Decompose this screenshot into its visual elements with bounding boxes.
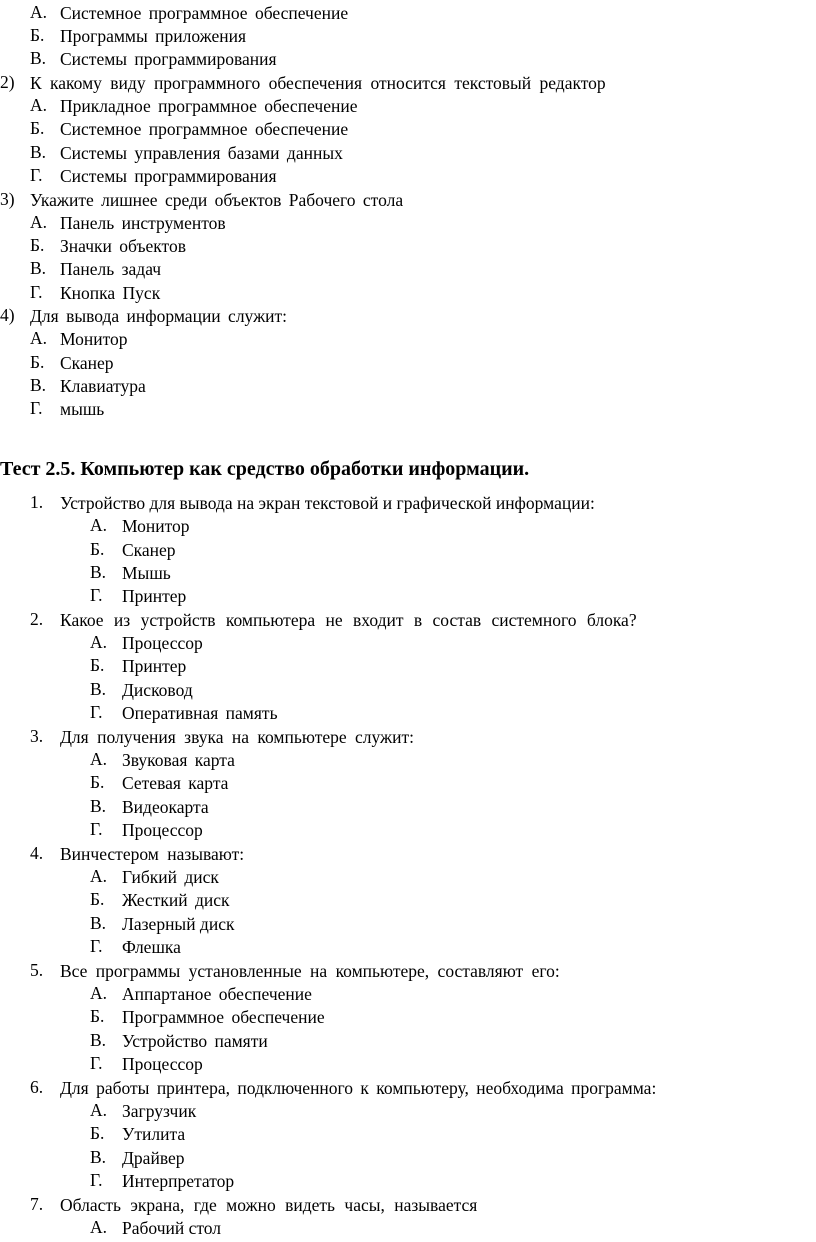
option-letter: В. (30, 375, 47, 395)
option-letter: Б. (90, 772, 105, 792)
option-text: Лазерный диск (122, 914, 235, 934)
option-letter: Б. (30, 235, 45, 255)
option-letter: Г. (90, 702, 103, 722)
option-letter: В. (90, 679, 107, 699)
option-letter: А. (30, 328, 48, 348)
question-text: Винчестером называют: (60, 844, 245, 864)
option-text: Звуковая карта (122, 750, 235, 770)
question-text: Для получения звука на компьютере служит: (60, 727, 414, 747)
question-number: 4. (30, 843, 44, 863)
option-letter: Б. (90, 1123, 105, 1143)
option-letter: А. (90, 1100, 108, 1120)
question-text: Для вывода информации служит: (30, 306, 288, 326)
option-letter: А. (90, 515, 108, 535)
option-letter: Г. (30, 165, 43, 185)
option-letter: Б. (90, 539, 105, 559)
option-letter: В. (90, 1147, 107, 1167)
option-text: Принтер (122, 586, 187, 606)
question-text: Все программы установленные на компьютере, составляют его: (60, 961, 560, 981)
option-text: Программы приложения (60, 26, 247, 46)
option-text: Устройство памяти (122, 1031, 268, 1051)
option-letter: Б. (90, 889, 105, 909)
option-letter: В. (90, 1030, 107, 1050)
option-text: Монитор (60, 329, 128, 349)
option-text: Драйвер (122, 1148, 185, 1168)
option-text: Процессор (122, 820, 203, 840)
option-text: Загрузчик (122, 1101, 197, 1121)
question-number: 5. (30, 960, 44, 980)
option-letter: Г. (90, 819, 103, 839)
option-text: Системы управления базами данных (60, 143, 343, 163)
option-letter: Г. (90, 936, 103, 956)
option-text: Принтер (122, 656, 187, 676)
question-number: 2. (30, 609, 44, 629)
section-title: Тест 2.5. Компьютер как средство обработки информации. (0, 458, 530, 480)
option-letter: В. (30, 48, 47, 68)
option-text: Монитор (122, 516, 190, 536)
option-text: Сканер (122, 540, 176, 560)
option-letter: Б. (30, 352, 45, 372)
question-number: 7. (30, 1194, 44, 1214)
option-text: Гибкий диск (122, 867, 219, 887)
option-text: Процессор (122, 633, 203, 653)
option-letter: Б. (30, 25, 45, 45)
option-text: Процессор (122, 1054, 203, 1074)
option-letter: Г. (90, 585, 103, 605)
question-number: 6. (30, 1077, 44, 1097)
option-letter: А. (30, 2, 48, 22)
question-text: К какому виду программного обеспечения относится текстовый редактор (30, 73, 606, 93)
option-letter: А. (90, 632, 108, 652)
option-text: Оперативная память (122, 703, 278, 723)
option-text: Системы программирования (60, 166, 277, 186)
option-text: Программное обеспечение (122, 1007, 325, 1027)
option-text: Жесткий диск (122, 890, 230, 910)
option-letter: Г. (30, 282, 43, 302)
option-text: Рабочий стол (122, 1218, 222, 1238)
option-text: Системы программирования (60, 49, 277, 69)
option-letter: В. (90, 913, 107, 933)
question-number: 1. (30, 492, 44, 512)
question-number: 3. (30, 726, 44, 746)
option-text: Панель задач (60, 259, 162, 279)
option-text: Значки объектов (60, 236, 186, 256)
option-text: Аппартаное обеспечение (122, 984, 312, 1004)
option-text: Видеокарта (122, 797, 209, 817)
option-letter: А. (90, 1217, 108, 1237)
option-text: Дисковод (122, 680, 193, 700)
option-text: Интерпретатор (122, 1171, 235, 1191)
option-letter: В. (30, 258, 47, 278)
option-text: Сканер (60, 353, 114, 373)
option-letter: Г. (90, 1053, 103, 1073)
option-text: Сетевая карта (122, 773, 229, 793)
option-letter: Г. (30, 398, 43, 418)
option-letter: А. (90, 983, 108, 1003)
option-letter: Б. (30, 118, 45, 138)
option-text: Клавиатура (60, 376, 146, 396)
option-letter: Б. (90, 655, 105, 675)
option-letter: А. (90, 749, 108, 769)
option-text: Системное программное обеспечение (60, 3, 349, 23)
option-letter: В. (30, 142, 47, 162)
option-text: Кнопка Пуск (60, 283, 161, 303)
question-number: 3) (0, 189, 15, 209)
option-letter: А. (30, 95, 48, 115)
option-letter: А. (30, 212, 48, 232)
option-letter: Б. (90, 1006, 105, 1026)
option-text: Мышь (122, 563, 171, 583)
question-text: Укажите лишнее среди объектов Рабочего стола (30, 190, 404, 210)
question-text: Область экрана, где можно видеть часы, называется (60, 1195, 478, 1215)
question-number: 4) (0, 305, 15, 325)
option-text: Панель инструментов (60, 213, 226, 233)
option-letter: В. (90, 796, 107, 816)
option-text: Утилита (122, 1124, 186, 1144)
question-text: Устройство для вывода на экран текстовой и графической информации: (60, 493, 595, 513)
option-text: Флешка (122, 937, 181, 957)
question-text: Какое из устройств компьютера не входит в состав системного блока? (60, 610, 637, 630)
option-letter: В. (90, 562, 107, 582)
option-text: Прикладное программное обеспечение (60, 96, 358, 116)
option-text: Системное программное обеспечение (60, 119, 349, 139)
option-letter: Г. (90, 1170, 103, 1190)
question-number: 2) (0, 72, 15, 92)
option-text: мышь (60, 399, 105, 419)
option-letter: А. (90, 866, 108, 886)
question-text: Для работы принтера, подключенного к компьютеру, необходима программа: (60, 1078, 657, 1098)
